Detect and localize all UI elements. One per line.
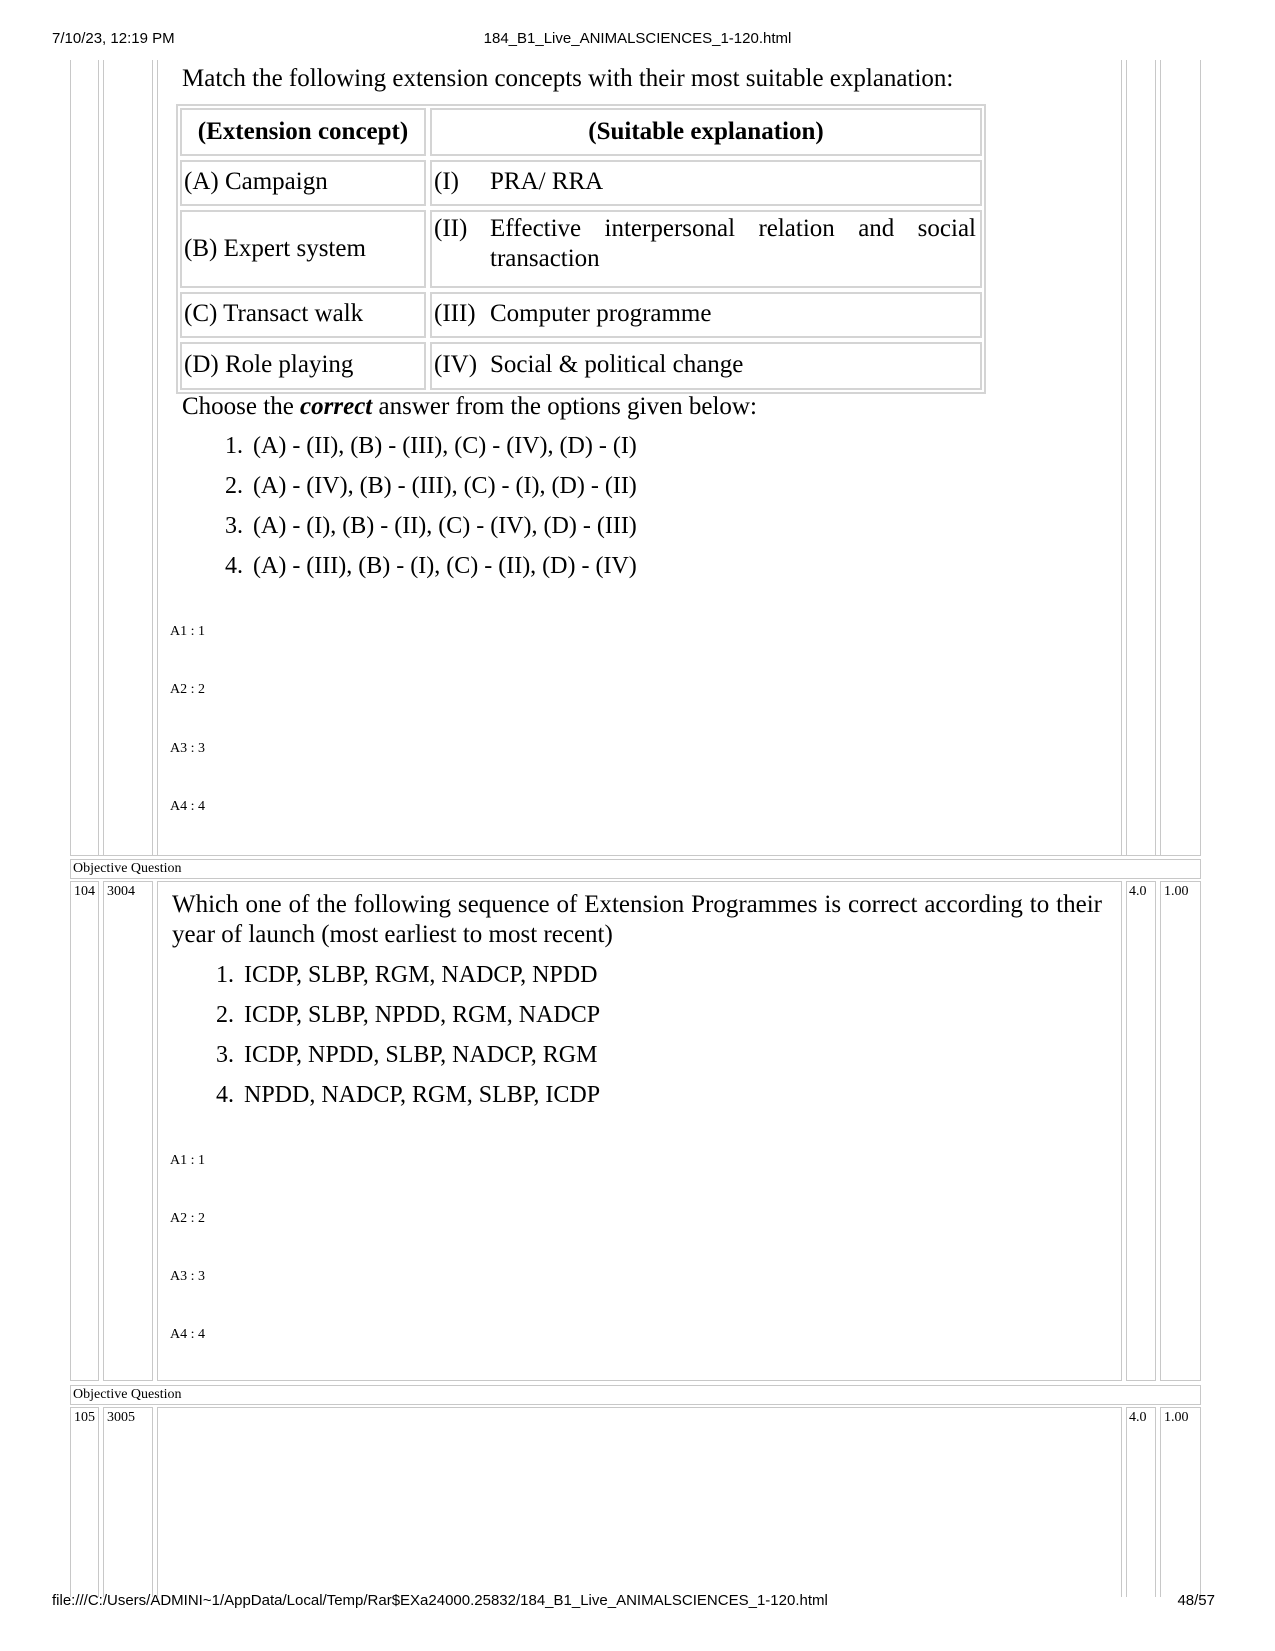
option-number: 2. <box>216 1002 234 1028</box>
match-row-b-explanation <box>430 210 982 288</box>
option-number: 3. <box>216 1042 234 1068</box>
q103-answer-2: A2 : 2 <box>170 682 205 697</box>
marks-cell <box>1126 1407 1156 1597</box>
q103-answer-3: A3 : 3 <box>170 741 205 756</box>
match-row-a-explanation <box>430 160 982 206</box>
question-id: 3005 <box>107 1410 135 1425</box>
option-text: (A) - (IV), (B) - (III), (C) - (I), (D) - (II) <box>253 473 637 499</box>
question-type-row <box>70 859 1201 879</box>
match-table <box>176 104 986 394</box>
q104-answer-2: A2 : 2 <box>170 1211 205 1226</box>
question-marks: 4.0 <box>1129 1410 1147 1425</box>
print-datetime: 7/10/23, 12:19 PM <box>52 30 175 47</box>
q104-answer-3: A3 : 3 <box>170 1269 205 1284</box>
option-text: NPDD, NADCP, RGM, SLBP, ICDP <box>244 1082 601 1108</box>
option-text: (A) - (III), (B) - (I), (C) - (II), (D) - (IV) <box>253 553 637 579</box>
roman-numeral: (I) <box>434 168 459 195</box>
q104-option-2 <box>198 1002 600 1029</box>
marks-cell <box>1126 881 1156 1381</box>
instruction-emphasis: correct <box>300 393 373 420</box>
q104-question-text: Which one of the following sequence of Extension Programmes is correct according to their year of launch (most earliest to most recent) <box>172 891 1102 948</box>
question-marks: 4.0 <box>1129 884 1147 899</box>
file-path: file:///C:/Users/ADMINI~1/AppData/Local/Temp/Rar$EXa24000.25832/184_B1_Live_ANIMALSCIENCES_1-120.html <box>52 1592 828 1609</box>
option-number: 3. <box>225 513 243 539</box>
q103-option-3 <box>207 513 637 540</box>
roman-numeral: (IV) <box>434 351 478 378</box>
negative-cell <box>1160 1407 1201 1597</box>
negative-cell <box>1160 881 1201 1381</box>
negative-marks: 1.00 <box>1164 884 1189 899</box>
match-row-c-concept: (C) Transact walk <box>180 292 426 338</box>
q103-option-2 <box>207 473 637 500</box>
q103-answer-4: A4 : 4 <box>170 799 205 814</box>
option-text: ICDP, SLBP, RGM, NADCP, NPDD <box>244 962 598 988</box>
q103-option-1 <box>207 433 637 460</box>
q104-option-4 <box>198 1082 600 1109</box>
option-text: (A) - (II), (B) - (III), (C) - (IV), (D) - (I) <box>253 433 637 459</box>
question-serial: 105 <box>74 1410 95 1425</box>
match-header-explanation: (Suitable explanation) <box>430 108 982 156</box>
explanation-text: Social & political change <box>490 351 744 378</box>
question-type-label: Objective Question <box>73 1387 182 1402</box>
option-text: (A) - (I), (B) - (II), (C) - (IV), (D) - (III) <box>253 513 637 539</box>
match-question-intro: Match the following extension concepts with their most suitable explanation: <box>182 65 954 92</box>
option-number: 4. <box>225 553 243 579</box>
serial-cell <box>70 881 99 1381</box>
serial-cell <box>70 1407 99 1597</box>
id-cell <box>103 881 153 1381</box>
option-number: 1. <box>225 433 243 459</box>
question-type-row <box>70 1385 1201 1405</box>
q103-answer-1: A1 : 1 <box>170 624 205 639</box>
match-row-a-concept: (A) Campaign <box>180 160 426 206</box>
negative-marks: 1.00 <box>1164 1410 1189 1425</box>
option-number: 1. <box>216 962 234 988</box>
option-number: 2. <box>225 473 243 499</box>
choose-instruction <box>182 392 757 422</box>
match-header-concept: (Extension concept) <box>180 108 426 156</box>
explanation-text: Computer programme <box>490 300 712 327</box>
question-serial: 104 <box>74 884 95 899</box>
roman-numeral: (II) <box>434 215 468 242</box>
id-cell <box>103 1407 153 1597</box>
question-cell <box>157 1407 1122 1597</box>
instruction-post: answer from the options given below: <box>372 393 757 420</box>
q104-answer-4: A4 : 4 <box>170 1327 205 1342</box>
page-number: 48/57 <box>1177 1592 1215 1609</box>
q103-option-4 <box>207 553 637 580</box>
explanation-text: Effective interpersonal relation and social transaction <box>490 215 976 272</box>
option-number: 4. <box>216 1082 234 1108</box>
match-row-d-explanation <box>430 342 982 390</box>
instruction-pre: Choose the <box>182 393 301 420</box>
explanation-text: PRA/ RRA <box>490 168 604 195</box>
question-id: 3004 <box>107 884 135 899</box>
question-type-label: Objective Question <box>73 861 182 876</box>
match-row-d-concept: (D) Role playing <box>180 342 426 390</box>
roman-numeral: (III) <box>434 300 476 327</box>
match-row-b-concept: (B) Expert system <box>180 210 426 288</box>
q104-answer-1: A1 : 1 <box>170 1153 205 1168</box>
option-text: ICDP, NPDD, SLBP, NADCP, RGM <box>244 1042 598 1068</box>
match-row-c-explanation <box>430 292 982 338</box>
document-title: 184_B1_Live_ANIMALSCIENCES_1-120.html <box>483 30 792 47</box>
q104-option-1 <box>198 962 597 989</box>
question-cell <box>157 881 1122 1381</box>
option-text: ICDP, SLBP, NPDD, RGM, NADCP <box>244 1002 601 1028</box>
q104-option-3 <box>198 1042 597 1069</box>
